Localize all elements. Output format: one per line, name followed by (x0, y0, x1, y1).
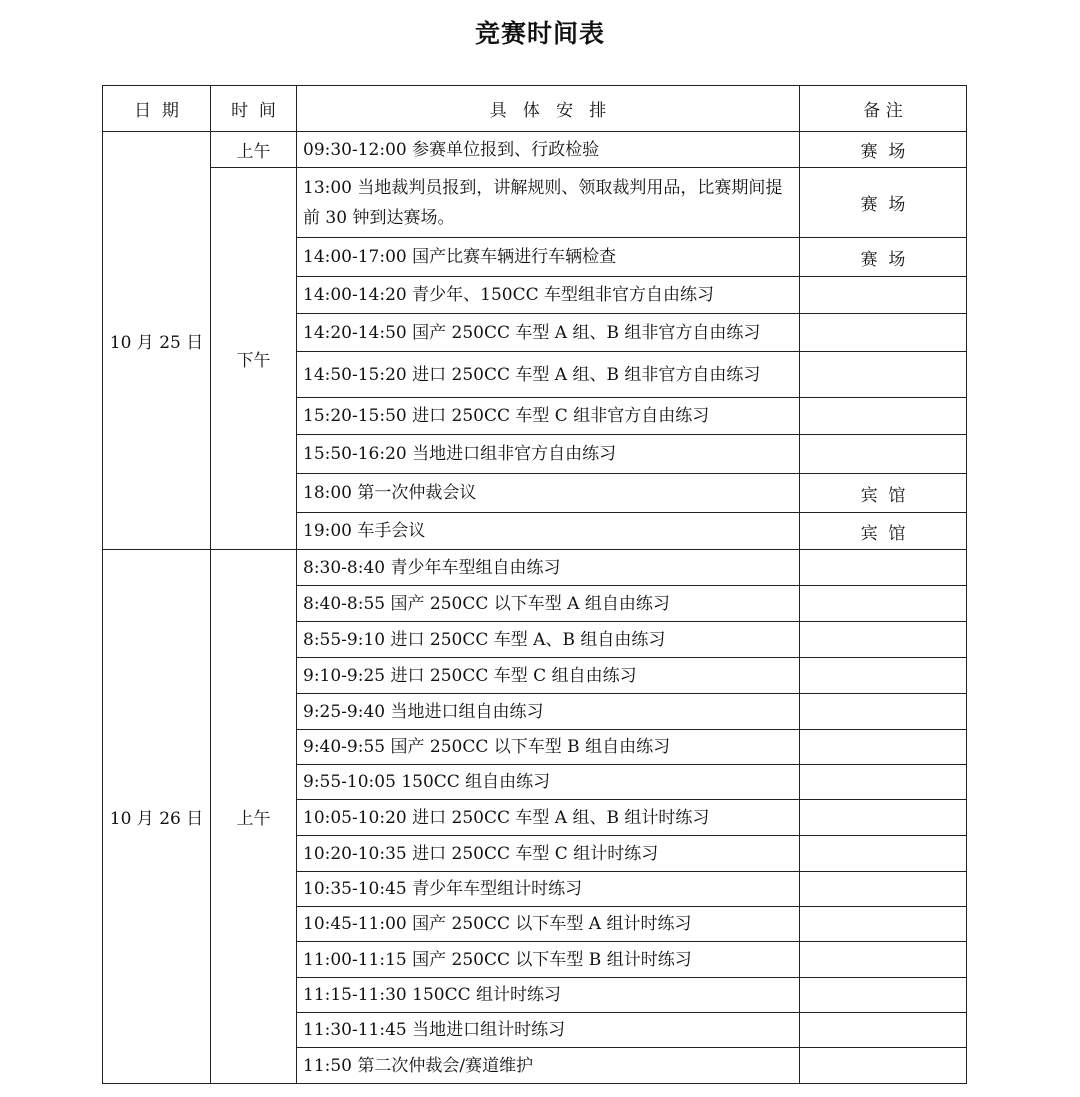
note-cell (800, 1013, 967, 1048)
note-cell (800, 800, 967, 836)
schedule-item: 10:05-10:20 进口 250CC 车型 A 组、B 组计时练习 (297, 800, 800, 836)
note-cell (800, 658, 967, 694)
schedule-item: 9:25-9:40 当地进口组自由练习 (297, 694, 800, 730)
header-note: 备 注 (800, 86, 967, 132)
note-cell (800, 352, 967, 398)
header-row (103, 86, 967, 132)
note-cell: 赛 场 (800, 238, 967, 277)
page-title: 竞赛时间表 (474, 19, 605, 48)
note-cell: 宾 馆 (800, 474, 967, 513)
schedule-item: 15:20-15:50 进口 250CC 车型 C 组非官方自由练习 (297, 398, 800, 435)
note-cell (800, 836, 967, 872)
schedule-item: 10:20-10:35 进口 250CC 车型 C 组计时练习 (297, 836, 800, 872)
note-cell (800, 765, 967, 800)
note-cell (800, 942, 967, 978)
note-cell (800, 694, 967, 730)
schedule-item: 11:50 第二次仲裁会/赛道维护 (297, 1048, 800, 1084)
period-cell-afternoon: 下午 (211, 168, 297, 550)
note-cell (800, 978, 967, 1013)
table-row (103, 550, 967, 586)
table-row (103, 132, 967, 168)
schedule-item: 8:40-8:55 国产 250CC 以下车型 A 组自由练习 (297, 586, 800, 622)
note-cell (800, 622, 967, 658)
note-cell (800, 314, 967, 352)
schedule-item: 11:00-11:15 国产 250CC 以下车型 B 组计时练习 (297, 942, 800, 978)
schedule-table (102, 85, 967, 1084)
schedule-item: 11:15-11:30 150CC 组计时练习 (297, 978, 800, 1013)
period-cell-morning: 上午 (211, 132, 297, 168)
header-schedule: 具 体 安 排 (297, 86, 800, 132)
note-cell (800, 872, 967, 907)
date-cell-day2: 10 月 26 日 (103, 550, 211, 1084)
schedule-item: 14:00-14:20 青少年、150CC 车型组非官方自由练习 (297, 277, 800, 314)
note-cell: 赛 场 (800, 168, 967, 238)
schedule-item: 14:50-15:20 进口 250CC 车型 A 组、B 组非官方自由练习 (297, 352, 800, 398)
schedule-item: 8:30-8:40 青少年车型组自由练习 (297, 550, 800, 586)
schedule-item: 10:35-10:45 青少年车型组计时练习 (297, 872, 800, 907)
schedule-item: 14:00-17:00 国产比赛车辆进行车辆检查 (297, 238, 800, 277)
schedule-item: 8:55-9:10 进口 250CC 车型 A、B 组自由练习 (297, 622, 800, 658)
date-cell-day1: 10 月 25 日 (103, 132, 211, 550)
note-cell (800, 550, 967, 586)
table-row (103, 168, 967, 238)
schedule-item: 15:50-16:20 当地进口组非官方自由练习 (297, 435, 800, 474)
note-cell (800, 1048, 967, 1084)
header-time: 时 间 (211, 86, 297, 132)
schedule-item: 18:00 第一次仲裁会议 (297, 474, 800, 513)
note-cell (800, 277, 967, 314)
schedule-item: 13:00 当地裁判员报到，讲解规则、领取裁判用品，比赛期间提前 30 钟到达赛场。 (297, 168, 800, 238)
note-cell: 宾 馆 (800, 513, 967, 550)
schedule-item: 14:20-14:50 国产 250CC 车型 A 组、B 组非官方自由练习 (297, 314, 800, 352)
schedule-item: 9:40-9:55 国产 250CC 以下车型 B 组自由练习 (297, 730, 800, 765)
note-cell (800, 907, 967, 942)
note-cell (800, 398, 967, 435)
header-date: 日 期 (103, 86, 211, 132)
schedule-item: 9:10-9:25 进口 250CC 车型 C 组自由练习 (297, 658, 800, 694)
schedule-item: 9:55-10:05 150CC 组自由练习 (297, 765, 800, 800)
schedule-item: 10:45-11:00 国产 250CC 以下车型 A 组计时练习 (297, 907, 800, 942)
note-cell: 赛 场 (800, 132, 967, 168)
period-cell-morning-day2: 上午 (211, 550, 297, 1084)
schedule-item: 09:30-12:00 参赛单位报到、行政检验 (297, 132, 800, 168)
note-cell (800, 586, 967, 622)
note-cell (800, 730, 967, 765)
schedule-item: 19:00 车手会议 (297, 513, 800, 550)
note-cell (800, 435, 967, 474)
schedule-item: 11:30-11:45 当地进口组计时练习 (297, 1013, 800, 1048)
